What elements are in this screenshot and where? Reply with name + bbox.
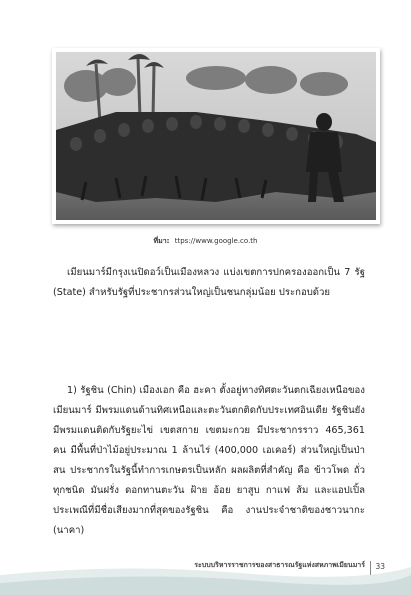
paragraph-2: 1) รัฐชิน (Chin) เมืองเอก คือ ฮะคา ตั้งอยู่ทางทิศตะวันตกเฉียงเหนือของเมียนมาร์ มีพรมแดนด้านทิศเหนือและตะวันตกติดกับประเทศอินเดีย รัฐชินยังมีพรมแดนติดกับรัฐยะไข่ เขตสกาย เขตมะกวย มีประชากรราว 465,361 คน มีพื้นที่ป่าไม้อยู่ประมาณ 1 ล้านไร่ (400,000 เอเคอร์) ส่วนใหญ่เป็นป่าสน ประชากรในรัฐนี้ทำการเกษตรเป็นหลัก ผลผลิตที่สำคัญ คือ ข้าวโพด ถั่วทุกชนิด มันฝรั่ง ดอกทานตะวัน ฝ้าย อ้อย ยาสูบ กาแฟ ส้ม และแอปเปิ้ล ประเพณีที่มีชื่อเสียงมากที่สุดของรัฐชิน คือ งานประจำชาติของชาวนากะ (นาคา) xyxy=(53,385,365,536)
photo-caption xyxy=(0,236,411,247)
page-number: 33 xyxy=(375,562,385,571)
paragraph-1: เมียนมาร์มีกรุงเนปิดอว์เป็นเมืองหลวง แบ่งเขตการปกครองออกเป็น 7 รัฐ (State) สำหรับรัฐที่ประชากรส่วนใหญ่เป็นชนกลุ่มน้อย ประกอบด้วย xyxy=(53,267,365,298)
footer-separator xyxy=(370,561,371,575)
military-parade-photo xyxy=(56,52,376,220)
footer-title: ระบบบริหารราชการของสาธารณรัฐแห่งสหภาพเมียนมาร์ xyxy=(194,561,365,569)
caption-source: ttps://www.google.co.th xyxy=(174,237,258,245)
caption-lead: ที่มา: xyxy=(153,237,170,245)
photo-frame xyxy=(52,48,380,224)
